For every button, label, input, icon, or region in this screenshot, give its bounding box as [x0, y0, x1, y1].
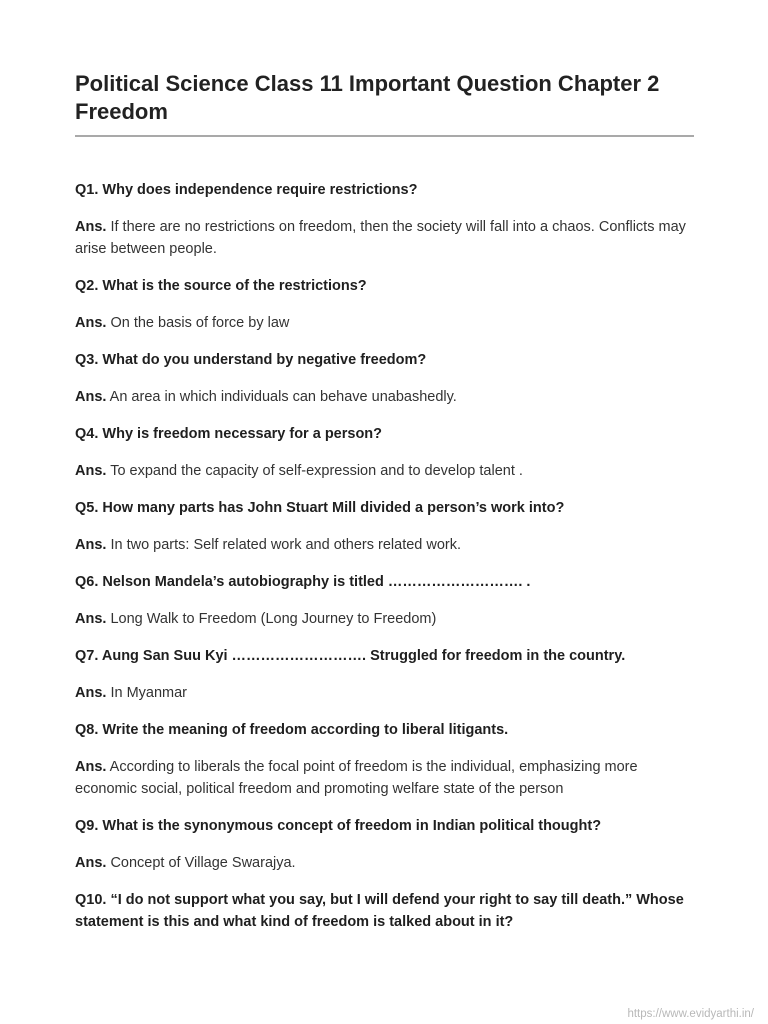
- answer-text: On the basis of force by law: [110, 315, 290, 331]
- answer-text: In Myanmar: [110, 685, 188, 701]
- answer-7: [75, 682, 695, 704]
- question-4: Q4. Why is freedom necessary for a person?: [75, 426, 383, 442]
- answer-text: Concept of Village Swarajya.: [110, 855, 296, 871]
- answer-text: In two parts: Self related work and others related work.: [110, 537, 462, 553]
- answer-4: [75, 460, 695, 482]
- qa-list: [75, 179, 695, 948]
- answer-text: If there are no restrictions on freedom, then the society will fall into a chaos. Conflicts may arise between people.: [75, 219, 686, 257]
- answer-2: [75, 312, 695, 334]
- answer-6: [75, 608, 695, 630]
- answer-label: Ans.: [75, 219, 107, 235]
- answer-label: Ans.: [75, 759, 107, 775]
- answer-text: Long Walk to Freedom (Long Journey to Freedom): [110, 611, 437, 627]
- answer-1: [75, 216, 695, 260]
- answer-8: [75, 756, 695, 800]
- answer-5: [75, 534, 695, 556]
- answer-label: Ans.: [75, 685, 107, 701]
- footer-url[interactable]: https://www.evidyarthi.in/: [627, 1008, 754, 1020]
- answer-label: Ans.: [75, 855, 107, 871]
- question-5: Q5. How many parts has John Stuart Mill divided a person’s work into?: [75, 500, 565, 516]
- answer-text: An area in which individuals can behave unabashedly.: [109, 389, 457, 405]
- answer-3: [75, 386, 695, 408]
- question-9: Q9. What is the synonymous concept of freedom in Indian political thought?: [75, 818, 602, 834]
- answer-text: To expand the capacity of self-expression and to develop talent .: [110, 463, 523, 479]
- question-8: Q8. Write the meaning of freedom according to liberal litigants.: [75, 722, 509, 738]
- answer-label: Ans.: [75, 389, 107, 405]
- question-6: Q6. Nelson Mandela’s autobiography is titled ………………………. .: [75, 574, 531, 590]
- question-2: Q2. What is the source of the restrictions?: [75, 278, 367, 294]
- question-10: Q10. “I do not support what you say, but I will defend your right to say till death.” Whose statement is this and what kind of freedom is talked about in it?: [75, 892, 684, 930]
- answer-text: According to liberals the focal point of freedom is the individual, emphasizing more economic social, political freedom and promoting welfare state of the person: [75, 759, 638, 797]
- answer-label: Ans.: [75, 611, 107, 627]
- answer-9: [75, 852, 695, 874]
- answer-label: Ans.: [75, 537, 107, 553]
- question-1: Q1. Why does independence require restrictions?: [75, 182, 418, 198]
- page-title: Political Science Class 11 Important Question Chapter 2 Freedom: [75, 71, 660, 124]
- title-divider: [75, 135, 694, 137]
- question-7: Q7. Aung San Suu Kyi ………………………. Struggled for freedom in the country.: [75, 648, 626, 664]
- question-3: Q3. What do you understand by negative freedom?: [75, 352, 427, 368]
- answer-label: Ans.: [75, 315, 107, 331]
- answer-label: Ans.: [75, 463, 107, 479]
